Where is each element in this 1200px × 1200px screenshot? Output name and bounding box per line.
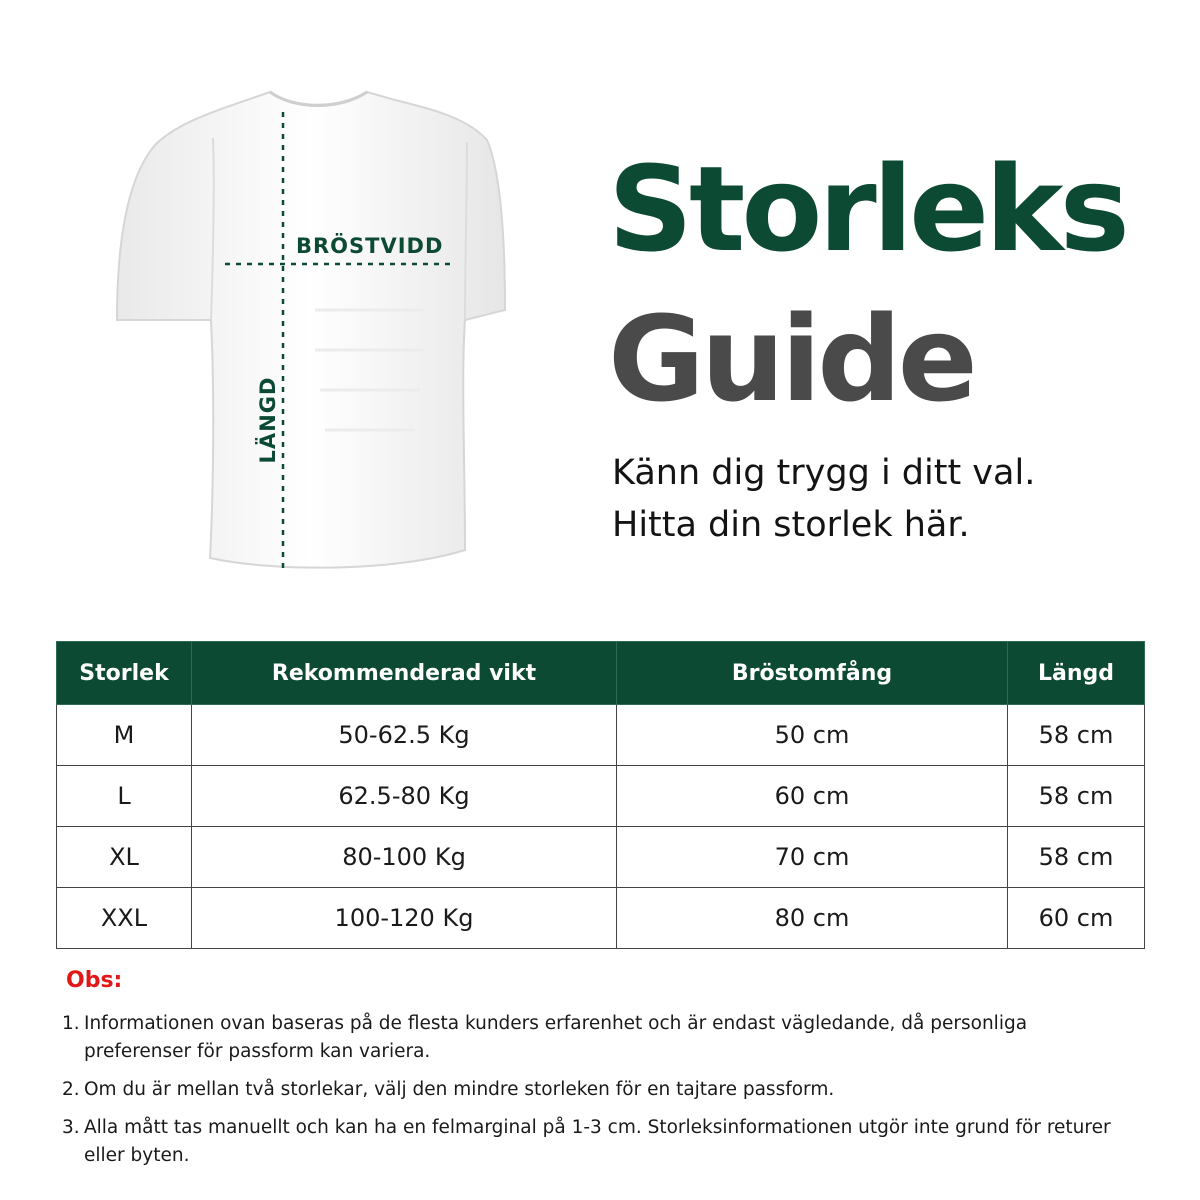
list-item [62,1010,1132,1066]
table-cell: 50-62.5 Kg [192,705,617,766]
length-measure-label: LÄNGD [256,376,280,464]
table-cell: XXL [57,888,192,949]
table-cell: 50 cm [617,705,1008,766]
table-cell: 80-100 Kg [192,827,617,888]
column-header: Rekommenderad vikt [192,642,617,705]
page-title-line1: Storleks [608,140,1126,278]
column-header: Storlek [57,642,192,705]
table-row [57,827,1145,888]
table-cell: 62.5-80 Kg [192,766,617,827]
table-header-row [57,642,1145,705]
list-item [62,1076,1132,1104]
subtitle-line1: Känn dig trygg i ditt val. [612,453,1036,493]
list-number: 2. [62,1079,80,1100]
size-table [56,641,1145,949]
table-row [57,705,1145,766]
chest-measure-label: BRÖSTVIDD [296,234,444,258]
subtitle-line2: Hitta din storlek här. [612,505,970,545]
shirt-illustration [95,80,535,590]
table-row [57,888,1145,949]
list-item [62,1114,1132,1170]
column-header: Bröstomfång [617,642,1008,705]
table-cell: 58 cm [1008,705,1145,766]
table-cell: XL [57,827,192,888]
table-row [57,766,1145,827]
list-text: Alla mått tas manuellt och kan ha en felmarginal på 1-3 cm. Storleksinformationen utgör inte grund för returer eller byten. [84,1117,1111,1166]
notes-list [62,1010,1132,1180]
tshirt-icon [95,80,535,590]
table-cell: 58 cm [1008,766,1145,827]
notes-heading: Obs: [66,968,123,993]
list-text: Informationen ovan baseras på de flesta kunders erfarenhet och är endast vägledande, då personliga preferenser för passform kan variera. [84,1013,1028,1062]
list-number: 3. [62,1117,80,1138]
table-cell: 60 cm [1008,888,1145,949]
page-title-line2: Guide [608,290,974,428]
table-cell: 58 cm [1008,827,1145,888]
table-cell: L [57,766,192,827]
column-header: Längd [1008,642,1145,705]
table-cell: 100-120 Kg [192,888,617,949]
table-cell: M [57,705,192,766]
list-text: Om du är mellan två storlekar, välj den mindre storleken för en tajtare passform. [84,1079,835,1100]
list-number: 1. [62,1013,80,1034]
table-cell: 60 cm [617,766,1008,827]
table-cell: 80 cm [617,888,1008,949]
table-cell: 70 cm [617,827,1008,888]
